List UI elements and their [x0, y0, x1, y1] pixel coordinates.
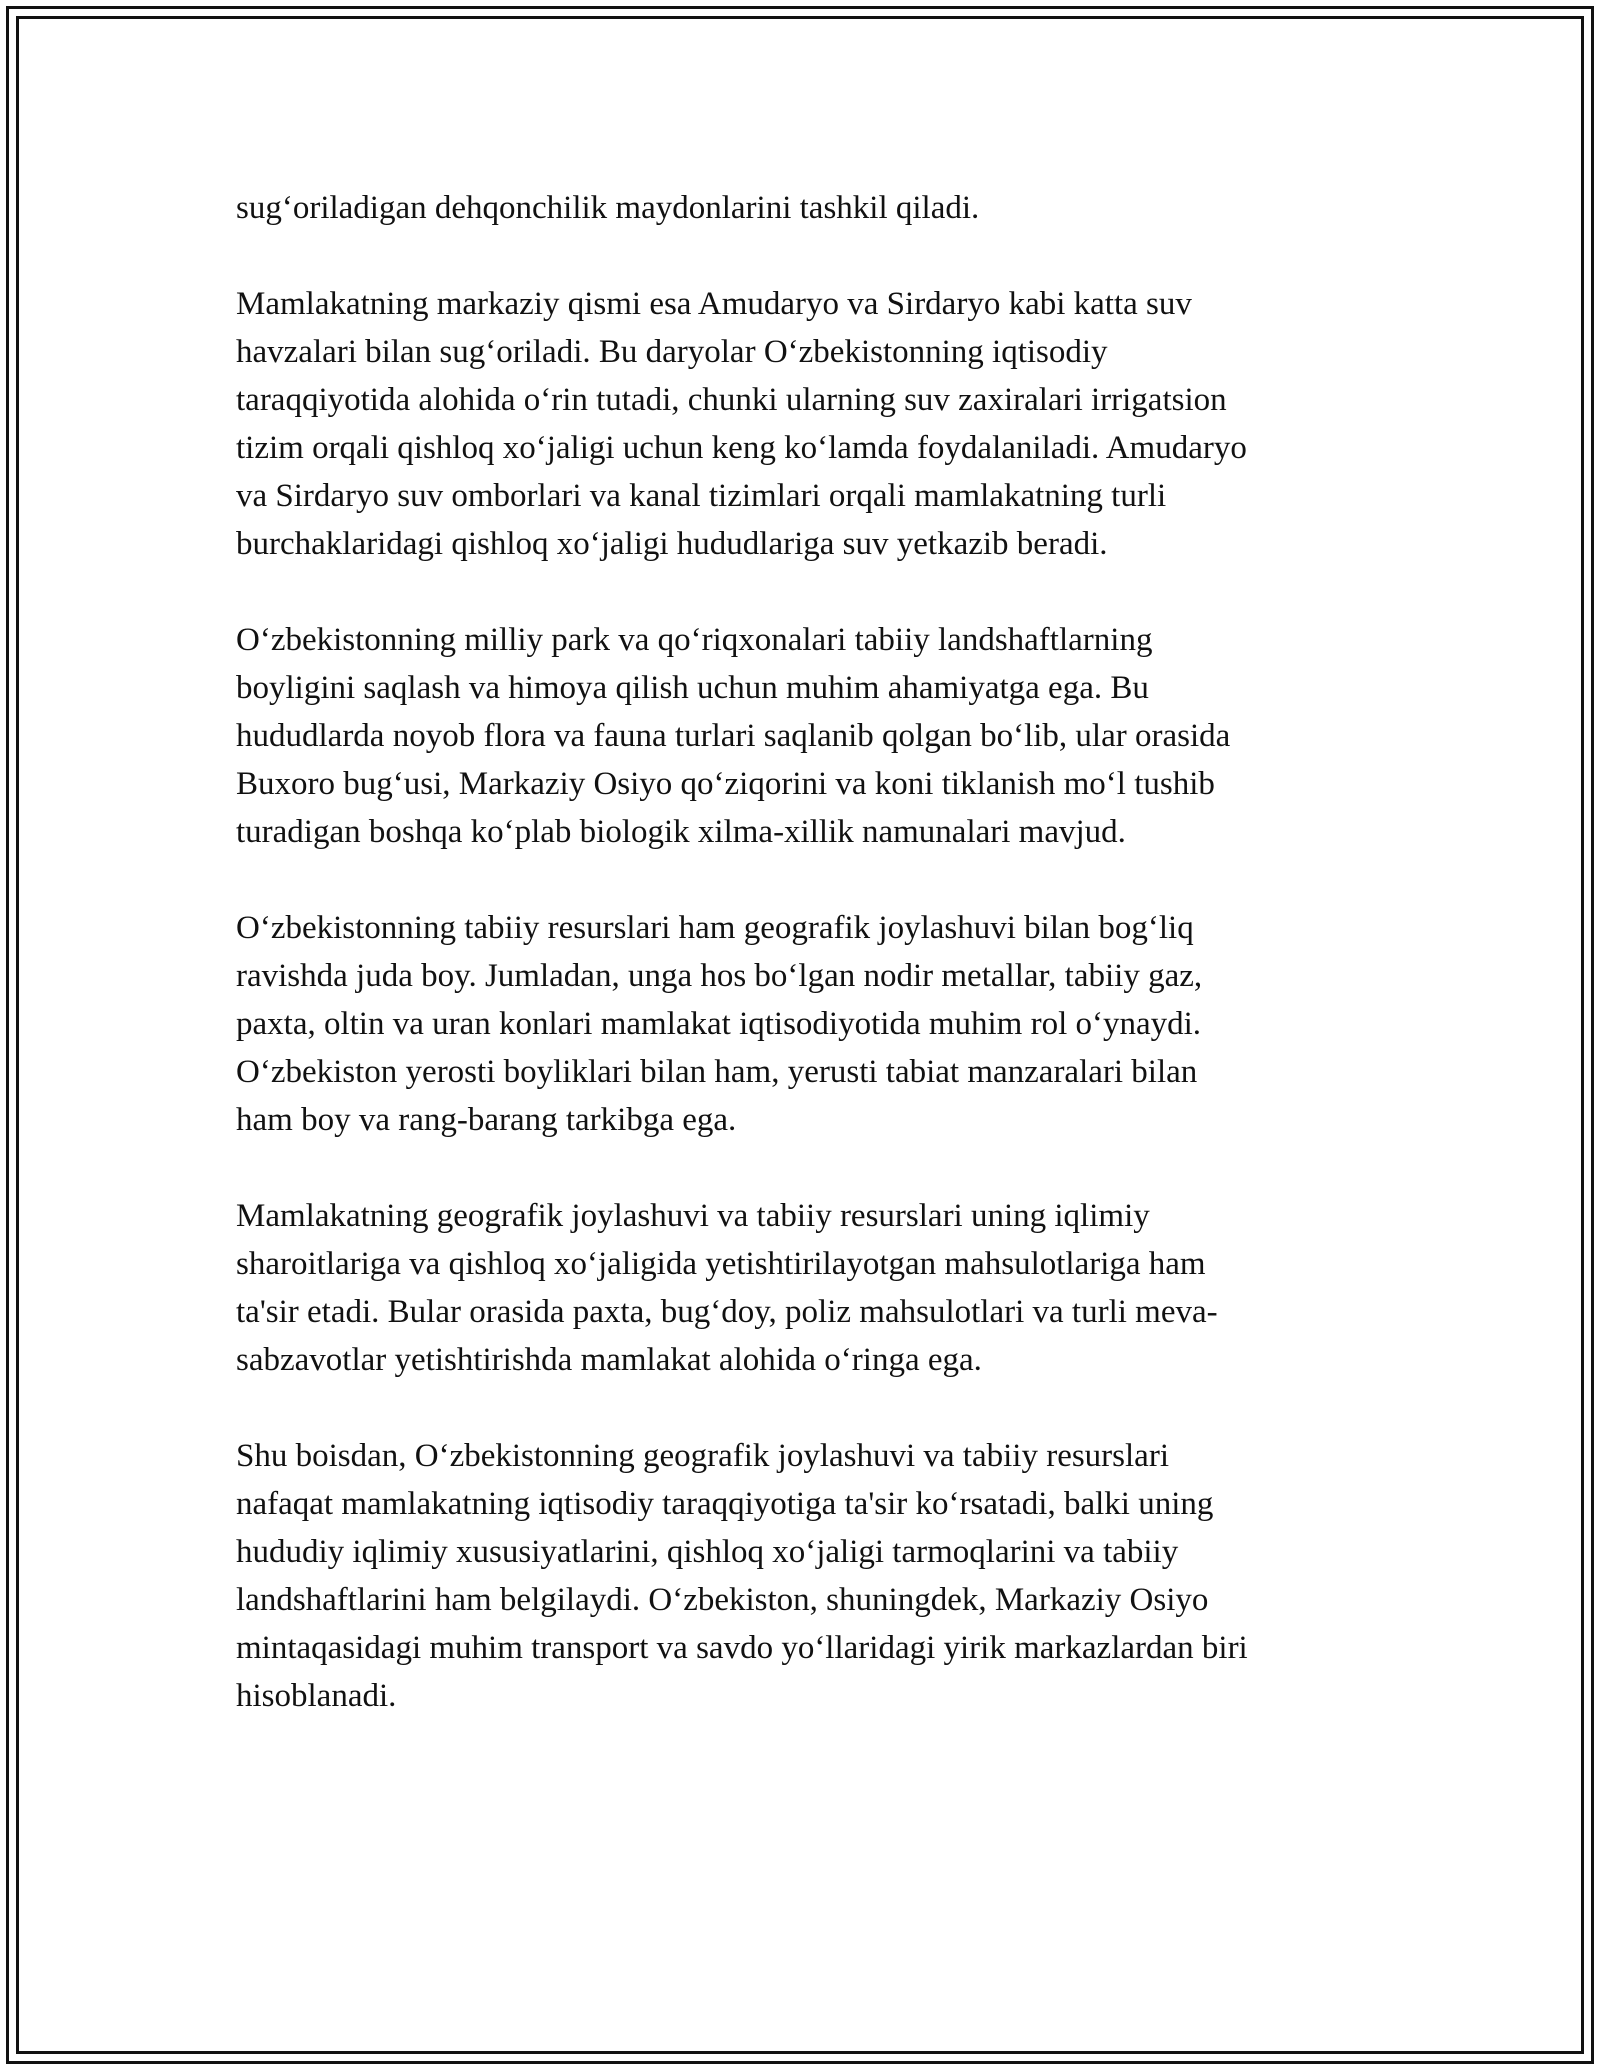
paragraph-4: O‘zbekistonning tabiiy resurslari ham geografik joylashuvi bilan bog‘liq ravishda juda boy. Jumladan, unga hos bo‘lgan nodir metallar, tabiiy gaz, paxta, oltin va uran konlari mamlakat iqtisodiyotida muhim rol o‘ynaydi. O‘zbekiston yerosti boyliklari bilan ham, yerusti tabiat manzaralari bilan ham boy va rang-barang tarkibga ega.: [236, 910, 1203, 1138]
paragraph-3: O‘zbekistonning milliy park va qo‘riqxonalari tabiiy landshaftlarning boyligini saqlash va himoya qilish uchun muhim ahamiyatga ega. Bu hududlarda noyob flora va fauna turlari saqlanib qolgan bo‘lib, ular orasida Buxoro bug‘usi, Markaziy Osiyo qo‘ziqorini va koni tiklanish mo‘l tushib turadigan boshqa ko‘plab biologik xilma-xillik namunalari mavjud.: [236, 622, 1231, 850]
paragraph-5: Mamlakatning geografik joylashuvi va tabiiy resurslari uning iqlimiy sharoitlariga va qishloq xo‘jaligida yetishtirilayotgan mahsulotlariga ham ta'sir etadi. Bular orasida paxta, bug‘doy, poliz mahsulotlari va turli meva- sabzavotlar yetishtirishda mamlakat alohida o‘ringa ega.: [236, 1198, 1218, 1378]
paragraph-1: sug‘oriladigan dehqonchilik maydonlarini tashkil qiladi.: [236, 190, 980, 226]
paragraph-2: Mamlakatning markaziy qismi esa Amudaryo va Sirdaryo kabi katta suv havzalari bilan sug‘oriladi. Bu daryolar O‘zbekistonning iqtisodiy taraqqiyotida alohida o‘rin tutadi, chunki ularning suv zaxiralari irrigatsion tizim orqali qishloq xo‘jaligi uchun keng ko‘lamda foydalaniladi. Amudaryo va Sirdaryo suv omborlari va kanal tizimlari orqali mamlakatning turli burchaklaridagi qishloq xo‘jaligi hududlariga suv yetkazib beradi.: [236, 286, 1247, 562]
paragraph-6: Shu boisdan, O‘zbekistonning geografik joylashuvi va tabiiy resurslari nafaqat mamlakatning iqtisodiy taraqqiyotiga ta'sir ko‘rsatadi, balki uning hududiy iqlimiy xususiyatlarini, qishloq xo‘jaligi tarmoqlarini va tabiiy landshaftlarini ham belgilaydi. O‘zbekiston, shuningdek, Markaziy Osiyo mintaqasidagi muhim transport va savdo yo‘llaridagi yirik markazlardan biri hisoblanadi.: [236, 1438, 1248, 1714]
document-body: [236, 184, 1366, 1768]
